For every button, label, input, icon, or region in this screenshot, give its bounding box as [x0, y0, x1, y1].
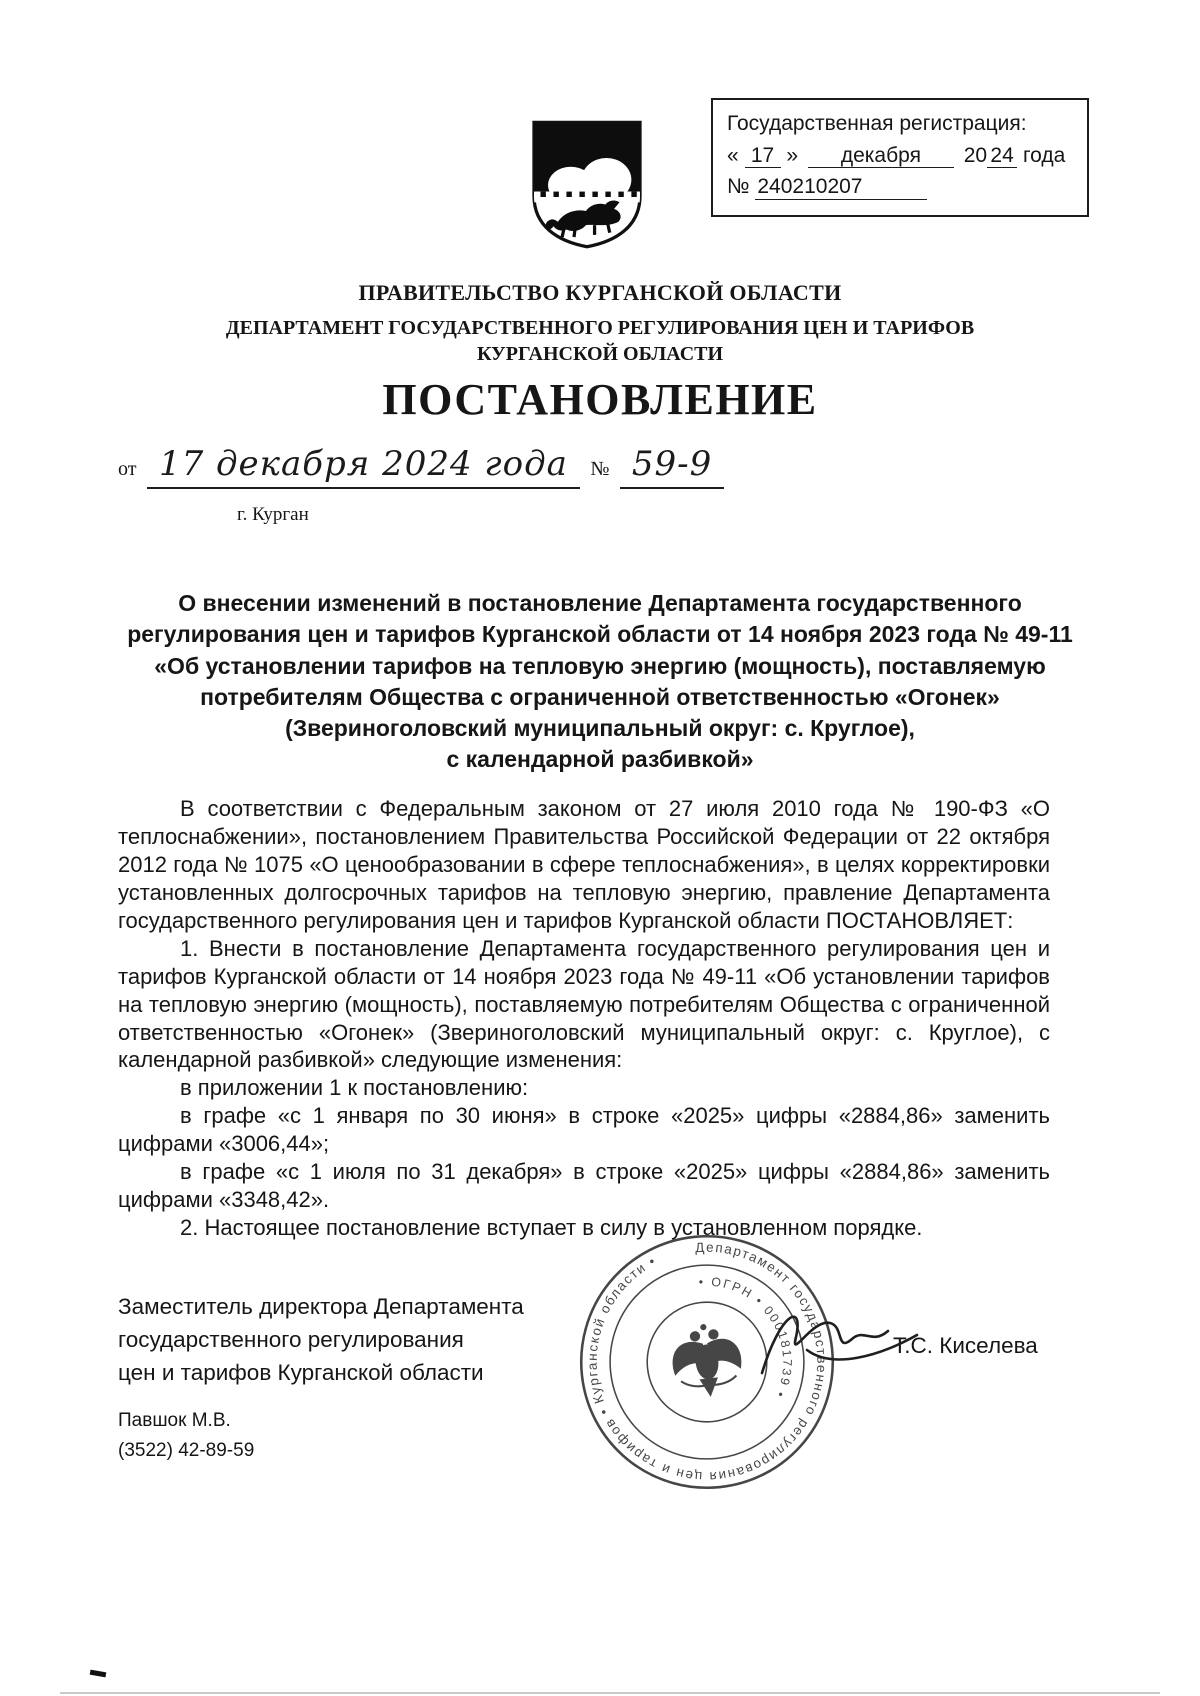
seal-inner-ring-text: • ОГРН • 000181739 •	[698, 1274, 795, 1402]
registration-day: 17	[745, 144, 781, 169]
registration-year-prefix: 20	[963, 143, 988, 167]
body-paragraph: в графе «с 1 июля по 31 декабря» в строке «2025» цифры «2884,86» заменить цифрами «3348,42».	[118, 1159, 1050, 1213]
registration-year-suffix: 24	[987, 144, 1017, 169]
seal-eagle-emblem	[669, 1320, 745, 1400]
body-paragraph: в приложении 1 к постановлению:	[180, 1075, 529, 1101]
registration-title: Государственная регистрация:	[727, 112, 1027, 135]
place-line: г. Курган	[237, 504, 309, 525]
body-paragraph: 1. Внести в постановление Департамента государственного регулирования цен и тарифов Курганской области от 14 ноября 2023 года № 49-11 «Об установлении тарифов на тепловую энергию (мощность), поставляемую потребителям Общества с ограниченной ответственностью «Огонек» (Звериноголовский муниципальный округ: с. Круглое), с календарной разбивкой» следующие изменения:	[118, 935, 1050, 1073]
open-quote: «	[727, 143, 739, 167]
subject-line: О внесении изменений в постановление Департамента государственного	[178, 590, 1022, 616]
department-title-line2: КУРГАНСКОЙ ОБЛАСТИ	[476, 343, 724, 365]
handwritten-doc-number: 59-9	[631, 444, 713, 484]
subject-heading	[110, 588, 1090, 776]
close-quote: »	[786, 143, 799, 167]
subject-line: регулирования цен и тарифов Курганской области от 14 ноября 2023 года № 49-11	[127, 621, 1073, 648]
executor-name: Павшок М.В.	[118, 1410, 231, 1431]
handwritten-signature	[752, 1295, 932, 1395]
seal-outer-ring-text: Департамент государственного регулирования цен и тарифов • Курганской области •	[584, 1239, 830, 1485]
handwritten-date: 17 декабря 2024 года	[158, 444, 568, 484]
doc-number-label: №	[590, 458, 610, 480]
coat-of-arms	[527, 118, 647, 250]
registration-number-line	[727, 171, 1075, 203]
subject-line: потребителям Общества с ограниченной ответственностью «Огонек»	[200, 683, 1000, 710]
subject-line: «Об установлении тарифов на тепловую энергию (мощность), поставляемую	[154, 652, 1046, 679]
subject-line: с календарной разбивкой»	[446, 746, 754, 773]
scan-edge-line	[60, 1692, 1160, 1694]
registration-number: 240210207	[755, 175, 927, 200]
body-text	[118, 795, 1050, 1242]
body-paragraph: В соответствии с Федеральным законом от 27 июля 2010 года № 190-ФЗ «О теплоснабжении», постановлением Правительства Российской Федерации от 22 октября 2012 года № 1075 «О ценообразовании в сфере теплоснабжения», в целях корректировки установленных долгосрочных тарифов на тепловую энергию, правление Департамента государственного регулирования цен и тарифов Курганской области ПОСТАНОВЛЯЕТ:	[118, 796, 1050, 933]
signature-position-line: цен и тарифов Курганской области	[118, 1360, 484, 1386]
government-title: ПРАВИТЕЛЬСТВО КУРГАНСКОЙ ОБЛАСТИ	[358, 280, 842, 305]
signature-stroke-icon	[752, 1295, 932, 1395]
registration-number-label: №	[727, 175, 750, 198]
executor-phone: (3522) 42-89-59	[118, 1440, 255, 1462]
document-type-title: ПОСТАНОВЛЕНИЕ	[382, 375, 818, 424]
dateline	[118, 444, 730, 489]
registration-date-line	[727, 140, 1075, 172]
handwritten-date-underline	[147, 444, 580, 489]
coat-of-arms-icon	[527, 118, 647, 250]
signature-position-line: Заместитель директора Департамента	[118, 1294, 524, 1319]
scan-artifact-mark	[90, 1670, 107, 1678]
from-label: от	[118, 458, 137, 480]
subject-line: (Звериноголовский муниципальный округ: с. Круглое),	[285, 715, 915, 742]
department-title-line1: ДЕПАРТАМЕНТ ГОСУДАРСТВЕННОГО РЕГУЛИРОВАНИЯ ЦЕН И ТАРИФОВ	[225, 317, 975, 339]
body-paragraph: в графе «с 1 января по 30 июня» в строке «2025» цифры «2884,86» заменить цифрами «3006,44»;	[118, 1103, 1050, 1157]
body-paragraph: 2. Настоящее постановление вступает в силу в установленном порядке.	[180, 1215, 923, 1241]
registration-stamp-box	[711, 98, 1089, 217]
registration-year-word: года	[1022, 143, 1066, 167]
handwritten-number-underline	[620, 444, 724, 489]
signer-name: Т.С. Киселева	[893, 1333, 1038, 1358]
registration-month: декабря	[808, 144, 954, 169]
executor-block	[118, 1406, 254, 1467]
signature-position-line: государственного регулирования	[118, 1327, 464, 1353]
